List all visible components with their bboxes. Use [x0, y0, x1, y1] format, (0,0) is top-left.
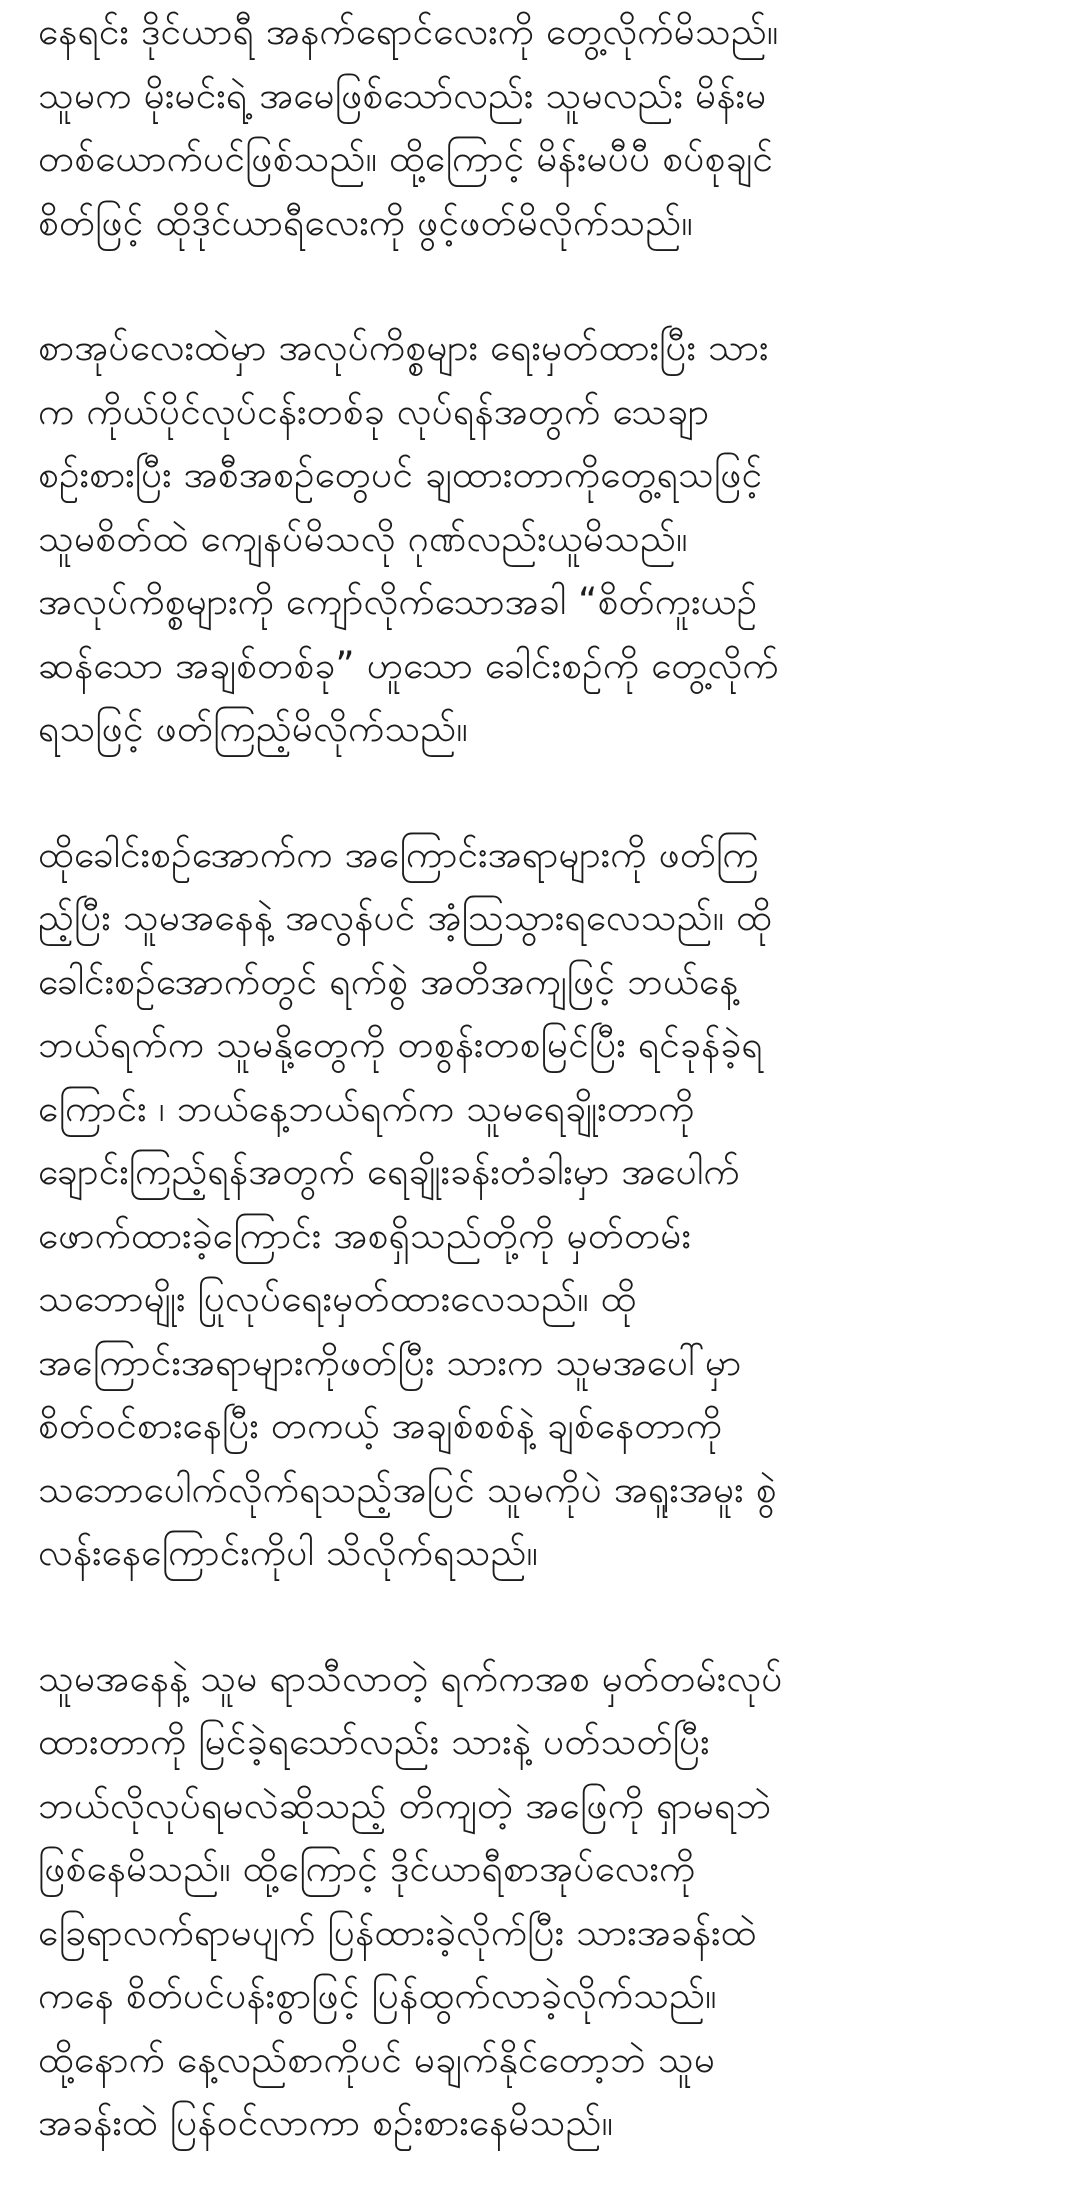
- paragraph-1: [38, 0, 1058, 254]
- text-line: ည့်ပြီး သူမအနေနဲ့ အလွန်ပင် အံ့သြသွားရလေသည်။ ထို: [38, 896, 773, 939]
- text-line: ချောင်းကြည့်ရန်အတွက် ရေချိုးခန်းတံခါးမှာ အပေါက်: [38, 1150, 740, 1193]
- text-line: က ကိုယ်ပိုင်လုပ်ငန်းတစ်ခု လုပ်ရန်အတွက် သေချာ: [38, 389, 710, 433]
- text-line: ခြေရာလက်ရာမပျက် ပြန်ထားခဲ့လိုက်ပြီး သားအခန်းထဲ: [38, 1910, 757, 1954]
- text-line: သူမအနေနဲ့ သူမ ရာသီလာတဲ့ ရက်ကအစ မှတ်တမ်းလုပ်: [38, 1656, 783, 1700]
- text-line: ထားတာကို မြင်ခဲ့ရသော်လည်း သားနဲ့ ပတ်သတ်ပြီး: [38, 1720, 710, 1763]
- text-line: ကနေ စိတ်ပင်ပန်းစွာဖြင့် ပြန်ထွက်လာခဲ့လိုက်သည်။: [38, 1974, 717, 2017]
- text-line: ဆန်သော အချစ်တစ်ခု” ဟူသော ခေါင်းစဉ်ကို တွေ့လိုက်: [38, 643, 779, 687]
- paragraph-4: [38, 1647, 1058, 2155]
- text-line: ထို့နောက် နေ့လည်စာကိုပင် မချက်နိုင်တော့ဘဲ သူမ: [38, 2037, 716, 2081]
- text-line: ဘယ်လိုလုပ်ရမလဲဆိုသည့် တိကျတဲ့ အဖြေကို ရှာမရဘဲ: [38, 1783, 772, 1827]
- text-line: ထိုခေါင်းစဉ်အောက်က အကြောင်းအရာများကို ဖတ်ကြ: [38, 832, 759, 876]
- paragraph-3: [38, 823, 1058, 1585]
- text-line: စိတ်ဖြင့် ထိုဒိုင်ယာရီလေးကို ဖွင့်ဖတ်မိလိုက်သည်။: [38, 200, 693, 244]
- text-line: လန်းနေကြောင်းကိုပါ သိလိုက်ရသည်။: [38, 1531, 538, 1574]
- text-line: သဘောပေါက်လိုက်ရသည့်အပြင် သူမကိုပဲ အရူးအမူး စွဲ: [38, 1467, 777, 1511]
- paragraph-gap: [38, 254, 1058, 316]
- text-line: သူမက မိုးမင်းရဲ့ အမေဖြစ်သော်လည်း သူမလည်း မိန်းမ: [38, 73, 767, 117]
- text-line: အလုပ်ကိစ္စများကို ကျော်လိုက်သောအခါ “စိတ်ကူးယဉ်: [38, 580, 758, 623]
- text-line: စာအုပ်လေးထဲမှာ အလုပ်ကိစ္စများ ရေးမှတ်ထားပြီး သား: [38, 326, 769, 369]
- paragraph-gap: [38, 761, 1058, 823]
- text-line: နေရင်း ဒိုင်ယာရီ အနက်ရောင်လေးကို တွေ့လိုက်မိသည်။: [38, 10, 779, 53]
- text-line: အခန်းထဲ ပြန်ဝင်လာကာ စဉ်းစားနေမိသည်။: [38, 2101, 613, 2144]
- text-line: စဉ်းစားပြီး အစီအစဉ်တွေပင် ချထားတာကိုတွေ့ရသဖြင့်: [38, 453, 763, 496]
- paragraph-gap: [38, 1585, 1058, 1647]
- text-line: ခေါင်းစဉ်အောက်တွင် ရက်စွဲ အတိအကျဖြင့် ဘယ်နေ့: [38, 959, 739, 1003]
- text-line: ကြောင်း ၊ ဘယ်နေ့ဘယ်ရက်က သူမရေချိုးတာကို: [38, 1086, 695, 1130]
- text-line: အကြောင်းအရာများကိုဖတ်ပြီး သားက သူမအပေါ်မှာ: [38, 1340, 742, 1384]
- text-line: သဘောမျိုး ပြုလုပ်ရေးမှတ်ထားလေသည်။ ထို: [38, 1277, 637, 1320]
- text-line: ရသဖြင့် ဖတ်ကြည့်မိလိုက်သည်။: [38, 707, 468, 750]
- text-line: စိတ်ဝင်စားနေပြီး တကယ့် အချစ်စစ်နဲ့ ချစ်နေတာကို: [38, 1404, 723, 1447]
- text-line: သူမစိတ်ထဲ ကျေနပ်မိသလို ဂုဏ်လည်းယူမိသည်။: [38, 516, 688, 560]
- paragraph-2: [38, 316, 1058, 761]
- text-line: တစ်ယောက်ပင်ဖြစ်သည်။ ထို့ကြောင့် မိန်းမပီပီ စပ်စုချင်: [38, 137, 774, 180]
- text-line: ဖောက်ထားခဲ့ကြောင်း အစရှိသည်တို့ကို မှတ်တမ်း: [38, 1213, 692, 1257]
- text-line: ဘယ်ရက်က သူမနို့တွေကို တစွန်းတစမြင်ပြီး ရင်ခုန်ခဲ့ရ: [38, 1023, 763, 1066]
- text-line: ဖြစ်နေမိသည်။ ထို့ကြောင့် ဒိုင်ယာရီစာအုပ်လေးကို: [38, 1847, 696, 1890]
